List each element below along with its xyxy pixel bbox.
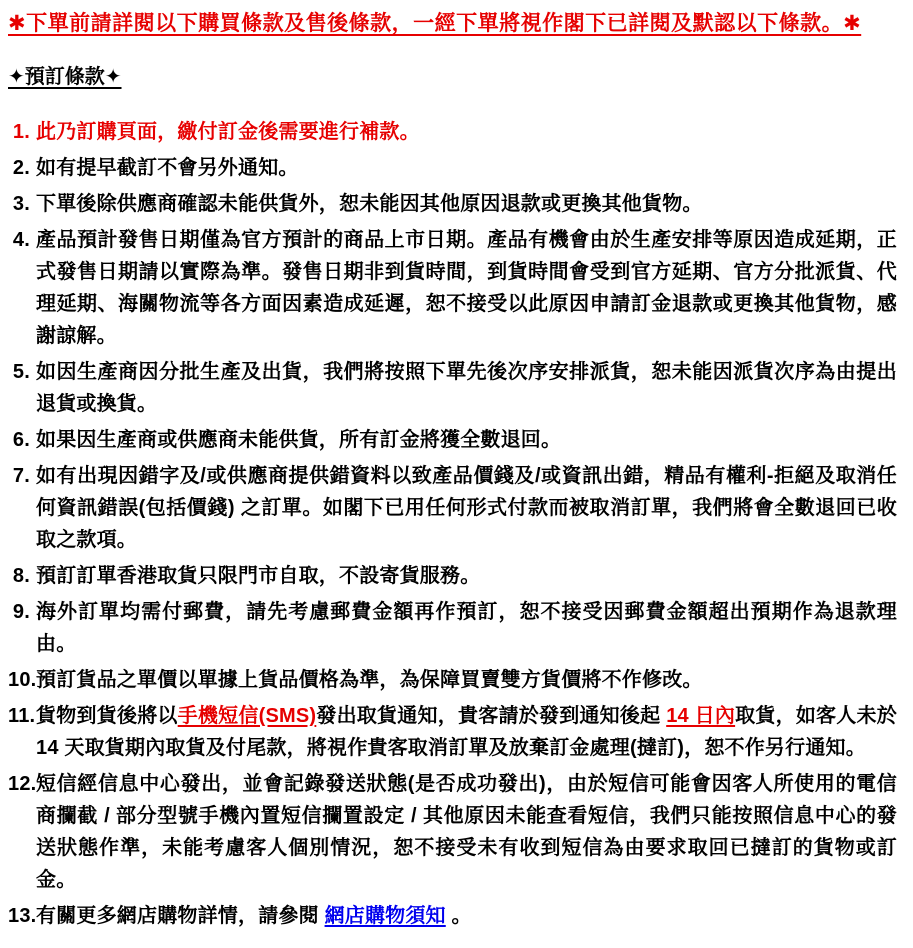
term-number: 4. [12, 229, 30, 251]
term-text [36, 465, 897, 551]
text-segment: 產品預計發售日期僅為官方預計的商品上市日期。產品有機會由於生產安排等原因造成延期，正式發售日期請以實際為準。發售日期非到貨時間，到貨時間會受到官方延期、官方分批派貨、代理延期、海關物流等各方面因素造成延遲，恕不接受以此原因申請訂金退款或更換其他貨物，感謝諒解。 [36, 229, 897, 347]
highlighted-text-segment: 14 日內 [666, 705, 736, 727]
term-item [8, 424, 897, 456]
term-item [8, 152, 897, 184]
text-segment: 貨物到貨後將以 [36, 705, 178, 727]
term-item [8, 188, 897, 220]
term-text [36, 565, 480, 587]
term-item [8, 560, 897, 592]
highlighted-text-segment: 手機短信(SMS) [177, 705, 317, 727]
text-segment: 如有出現因錯字及/或供應商提供錯資料以致產品價錢及/或資訊出錯，精品有權利-拒絕及取消任何資訊錯誤(包括價錢) 之訂單。如閣下已用任何形式付款而被取消訂單，我們將會全數退回已收取之款項。 [36, 465, 897, 551]
term-text [36, 905, 472, 927]
term-item [8, 596, 897, 660]
text-segment: 預訂貨品之單價以單據上貨品價格為準，為保障買賣雙方貨價將不作修改。 [36, 669, 703, 691]
text-segment: 發出取貨通知，貴客請於發到通知後起 [316, 705, 667, 727]
term-item [8, 664, 897, 696]
term-text [36, 121, 420, 143]
term-item [8, 460, 897, 556]
text-segment: 如因生產商因分批生產及出貨，我們將按照下單先後次序安排派貨，恕未能因派貨次序為由提出退貨或換貨。 [36, 361, 897, 415]
text-segment: 如果因生產商或供應商未能供貨，所有訂金將獲全數退回。 [36, 429, 562, 451]
text-segment: 。 [445, 905, 472, 927]
terms-header: ✱下單前請詳閱以下購買條款及售後條款，一經下單將視作閣下已詳閱及默認以下條款。✱ [8, 12, 862, 35]
term-item [8, 900, 897, 932]
term-item [8, 700, 897, 764]
term-number: 13. [8, 905, 37, 927]
term-number: 9. [12, 601, 30, 623]
term-item [8, 768, 897, 896]
term-number: 2. [12, 157, 30, 179]
text-segment: 預訂訂單香港取貨只限門市自取，不設寄貨服務。 [36, 565, 481, 587]
term-number: 6. [12, 429, 30, 451]
term-number: 5. [12, 361, 30, 383]
text-segment: 短信經信息中心發出，並會記錄發送狀態(是否成功發出)，由於短信可能會因客人所使用的電信商攔截 / 部分型號手機內置短信攔置設定 / 其他原因未能查看短信，我們只能按照信息中心的發送狀態作準，未能考慮客人個別情況，恕不接受未有收到短信為由要求取回已撻訂的貨物或訂金。 [36, 773, 897, 891]
text-segment: 取貨，如客人未於 14 天取貨期內取貨及付尾款，將視作貴客取消訂單及放棄訂金處理(撻訂)，恕不作另行通知。 [36, 705, 897, 759]
term-text [36, 157, 299, 179]
term-text [36, 773, 897, 891]
term-number: 7. [12, 465, 30, 487]
term-text [36, 601, 897, 655]
text-segment: 如有提早截訂不會另外通知。 [36, 157, 299, 179]
term-text [36, 193, 703, 215]
shop-guide-link[interactable]: 網店購物須知 [324, 905, 446, 927]
term-item [8, 224, 897, 352]
text-segment: 有關更多網店購物詳情，請參閱 [36, 905, 325, 927]
term-text [36, 669, 703, 691]
text-segment: 下單後除供應商確認未能供貨外，恕未能因其他原因退款或更換其他貨物。 [36, 193, 703, 215]
term-number: 10. [8, 669, 37, 691]
term-number: 1. [12, 121, 30, 143]
text-segment: 此乃訂購頁面，繳付訂金後需要進行補款。 [36, 121, 420, 143]
section-title-preorder-terms: ✦預訂條款✦ [8, 66, 122, 88]
text-segment: 海外訂單均需付郵費，請先考慮郵費金額再作預訂，恕不接受因郵費金額超出預期作為退款理由。 [36, 601, 897, 655]
terms-list [8, 116, 897, 932]
term-text [36, 705, 897, 759]
term-number: 8. [12, 565, 30, 587]
section-title-wrap [8, 38, 897, 116]
term-number: 11. [8, 705, 36, 727]
term-text [36, 361, 897, 415]
term-text [36, 229, 897, 347]
term-number: 12. [8, 773, 37, 795]
term-item [8, 356, 897, 420]
term-text [36, 429, 561, 451]
term-number: 3. [12, 193, 30, 215]
term-item [8, 116, 897, 148]
